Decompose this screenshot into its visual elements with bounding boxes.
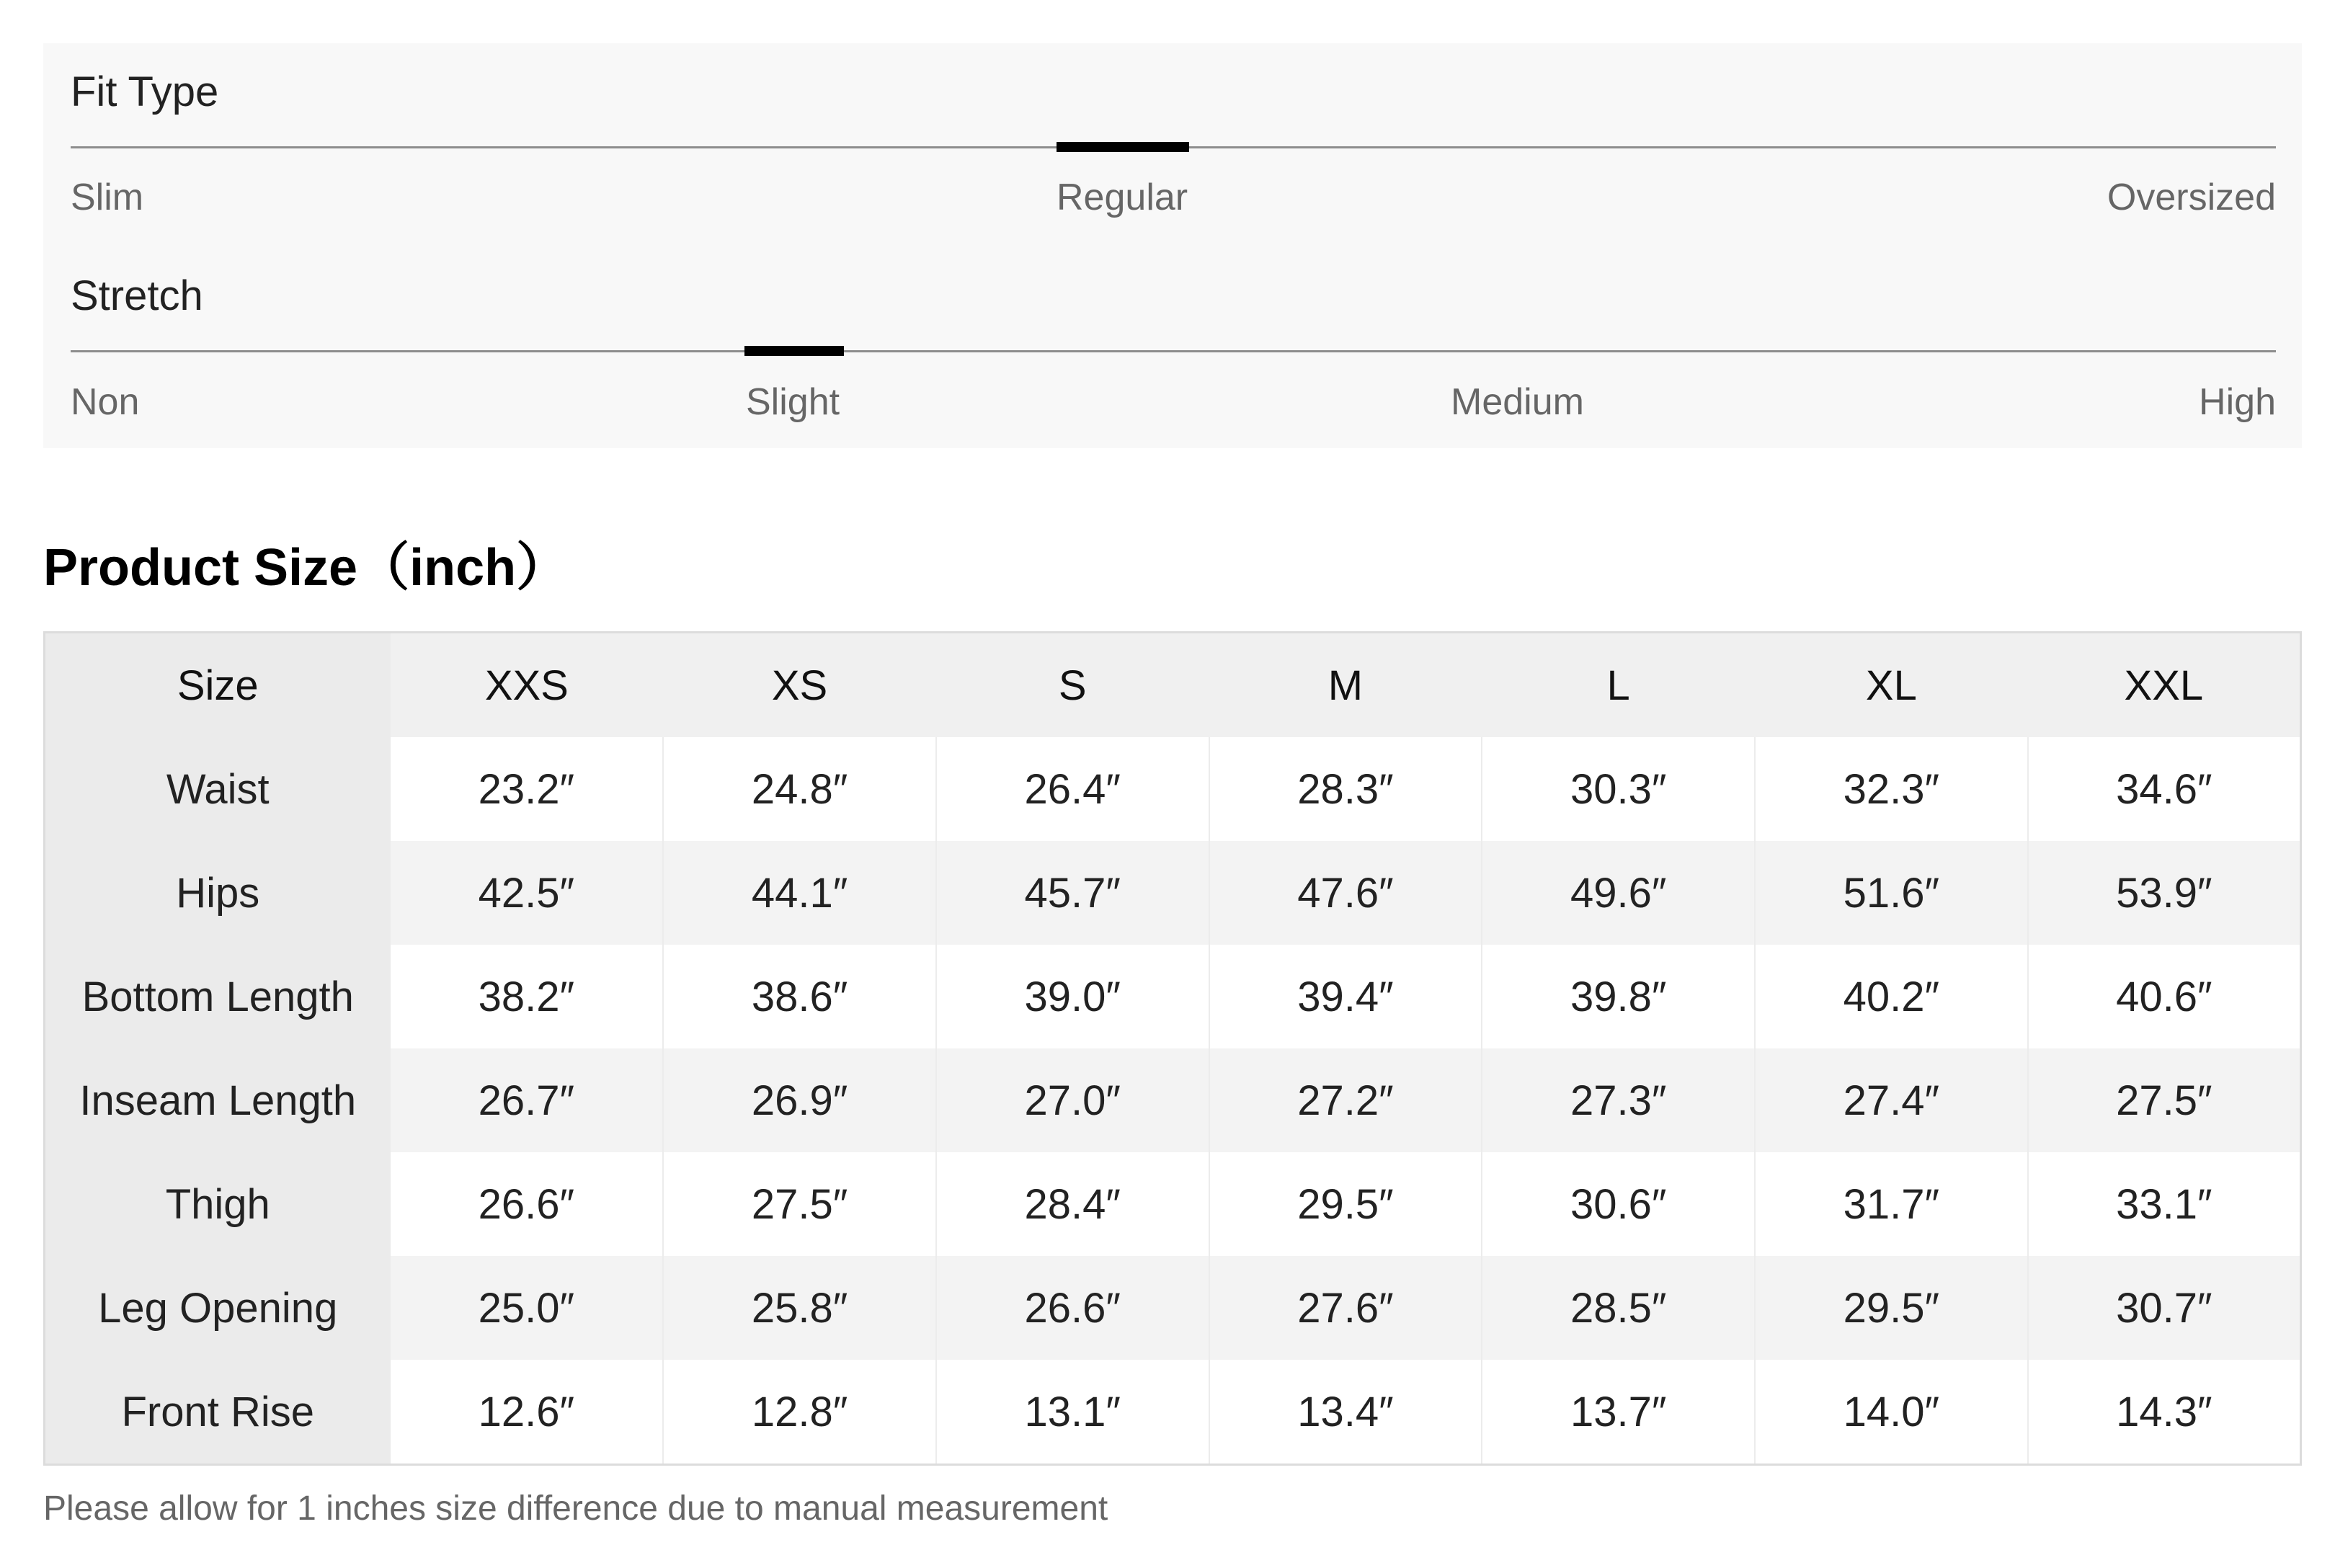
product-size-table [43,631,2302,1466]
table-cell: 39.0″ [936,945,1209,1048]
table-cell: 27.6″ [1209,1256,1482,1360]
table-row-bottom-length [45,945,2301,1048]
header-cell-s: S [936,633,1209,738]
product-size-title: Product Size（inch） [43,539,569,597]
table-cell: 30.3″ [1482,737,1755,841]
fit-type-title: Fit Type [71,68,219,115]
table-cell: 31.7″ [1755,1152,2028,1256]
row-label-thigh: Thigh [45,1152,391,1256]
row-label-front-rise: Front Rise [45,1360,391,1465]
table-cell: 25.8″ [663,1256,936,1360]
table-cell: 49.6″ [1482,841,1755,945]
fit-type-track [71,146,2276,148]
table-cell: 33.1″ [2028,1152,2301,1256]
table-cell: 38.6″ [663,945,936,1048]
table-cell: 12.6″ [391,1360,664,1465]
stretch-label-slight: Slight [746,381,840,423]
table-cell: 28.5″ [1482,1256,1755,1360]
table-row-leg-opening [45,1256,2301,1360]
table-row-waist [45,737,2301,841]
stretch-marker [744,346,844,356]
table-cell: 27.5″ [2028,1048,2301,1152]
table-cell: 39.8″ [1482,945,1755,1048]
table-cell: 40.2″ [1755,945,2028,1048]
table-cell: 47.6″ [1209,841,1482,945]
row-label-hips: Hips [45,841,391,945]
stretch-title: Stretch [71,272,203,319]
table-cell: 39.4″ [1209,945,1482,1048]
header-cell-m: M [1209,633,1482,738]
row-label-leg-opening: Leg Opening [45,1256,391,1360]
table-cell: 51.6″ [1755,841,2028,945]
table-cell: 23.2″ [391,737,664,841]
row-label-waist: Waist [45,737,391,841]
fit-type-label-oversized: Oversized [2107,177,2276,218]
table-cell: 13.7″ [1482,1360,1755,1465]
row-label-inseam-length: Inseam Length [45,1048,391,1152]
stretch-label-medium: Medium [1451,381,1584,423]
header-cell-xxs: XXS [391,633,664,738]
table-cell: 27.3″ [1482,1048,1755,1152]
table-cell: 32.3″ [1755,737,2028,841]
header-cell-xxl: XXL [2028,633,2301,738]
table-cell: 30.6″ [1482,1152,1755,1256]
fit-type-label-slim: Slim [71,177,144,218]
table-cell: 27.2″ [1209,1048,1482,1152]
table-cell: 29.5″ [1209,1152,1482,1256]
table-cell: 42.5″ [391,841,664,945]
header-cell-l: L [1482,633,1755,738]
header-cell-size: Size [45,633,391,738]
table-row-thigh [45,1152,2301,1256]
table-cell: 24.8″ [663,737,936,841]
table-row-hips [45,841,2301,945]
table-cell: 26.6″ [936,1256,1209,1360]
table-cell: 25.0″ [391,1256,664,1360]
table-cell: 13.1″ [936,1360,1209,1465]
table-cell: 45.7″ [936,841,1209,945]
table-cell: 53.9″ [2028,841,2301,945]
stretch-track [71,350,2276,352]
table-cell: 44.1″ [663,841,936,945]
stretch-label-non: Non [71,381,140,423]
fit-type-marker [1057,142,1189,152]
table-cell: 34.6″ [2028,737,2301,841]
table-cell: 26.4″ [936,737,1209,841]
table-cell: 13.4″ [1209,1360,1482,1465]
fit-type-label-regular: Regular [1057,177,1188,218]
table-cell: 38.2″ [391,945,664,1048]
table-cell: 29.5″ [1755,1256,2028,1360]
measurement-footnote: Please allow for 1 inches size difference due to manual measurement [43,1489,1108,1528]
table-row-front-rise [45,1360,2301,1465]
table-cell: 28.3″ [1209,737,1482,841]
table-cell: 14.0″ [1755,1360,2028,1465]
table-cell: 40.6″ [2028,945,2301,1048]
table-cell: 26.7″ [391,1048,664,1152]
table-row-inseam-length [45,1048,2301,1152]
table-cell: 28.4″ [936,1152,1209,1256]
header-cell-xl: XL [1755,633,2028,738]
row-label-bottom-length: Bottom Length [45,945,391,1048]
table-cell: 26.9″ [663,1048,936,1152]
table-cell: 27.4″ [1755,1048,2028,1152]
table-cell: 27.5″ [663,1152,936,1256]
table-cell: 26.6″ [391,1152,664,1256]
stretch-label-high: High [2199,381,2276,423]
table-cell: 14.3″ [2028,1360,2301,1465]
fit-panel [43,43,2302,448]
table-cell: 12.8″ [663,1360,936,1465]
table-cell: 27.0″ [936,1048,1209,1152]
table-cell: 30.7″ [2028,1256,2301,1360]
table-header-row [45,633,2301,738]
header-cell-xs: XS [663,633,936,738]
